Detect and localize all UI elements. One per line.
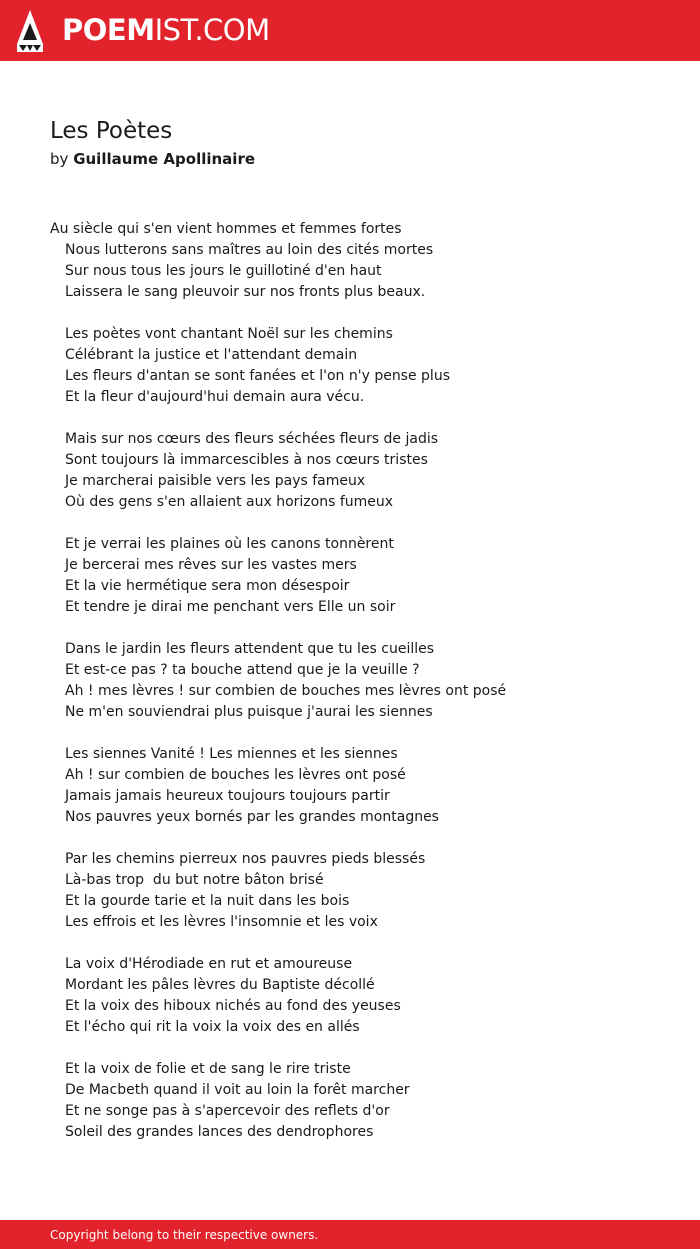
logo-bold-text: POEM: [62, 13, 155, 47]
stanza-gap: [50, 933, 680, 954]
poem-line: Là-bas trop du but notre bâton brisé: [65, 872, 324, 888]
pen-nib-logo-icon[interactable]: [17, 10, 43, 52]
poem-line: Mais sur nos cœurs des fleurs séchées fleurs de jadis: [65, 431, 439, 447]
poem-body: [50, 219, 680, 1143]
poem-line: Et la voix des hiboux nichés au fond des yeuses: [65, 998, 401, 1014]
poem-line: Ah ! sur combien de bouches les lèvres ont posé: [65, 767, 406, 783]
poem-line: Et ne songe pas à s'apercevoir des reflets d'or: [65, 1103, 390, 1119]
site-logo[interactable]: [62, 12, 270, 48]
poem-line: Les poètes vont chantant Noël sur les chemins: [65, 326, 393, 342]
stanza-gap: [50, 408, 680, 429]
stanza-gap: [50, 1038, 680, 1059]
stanza-gap: [50, 303, 680, 324]
poem-line: Et la fleur d'aujourd'hui demain aura vécu.: [65, 389, 365, 405]
poem-line: Et je verrai les plaines où les canons tonnèrent: [65, 536, 394, 552]
poem-line: De Macbeth quand il voit au loin la forêt marcher: [65, 1082, 410, 1098]
logo-light-text: IST.COM: [154, 13, 270, 47]
poem-line: Soleil des grandes lances des dendrophores: [65, 1124, 374, 1140]
poem-title: Les Poètes: [50, 118, 173, 144]
poem-line: Dans le jardin les fleurs attendent que tu les cueilles: [65, 641, 435, 657]
poem-line: Nous lutterons sans maîtres au loin des cités mortes: [65, 242, 434, 258]
by-label: by: [50, 150, 69, 168]
poem-line: Au siècle qui s'en vient hommes et femmes fortes: [50, 221, 402, 237]
author-name: Guillaume Apollinaire: [73, 150, 256, 168]
poem-line: Laissera le sang pleuvoir sur nos fronts plus beaux.: [65, 284, 426, 300]
poem-line: Les siennes Vanité ! Les miennes et les siennes: [65, 746, 398, 762]
poem-line: Sur nous tous les jours le guillotiné d'en haut: [65, 263, 382, 279]
stanza-gap: [50, 513, 680, 534]
poem-line: Mordant les pâles lèvres du Baptiste décollé: [65, 977, 375, 993]
stanza-gap: [50, 723, 680, 744]
poem-line: La voix d'Hérodiade en rut et amoureuse: [65, 956, 353, 972]
site-header: [0, 0, 700, 61]
poem-line: Par les chemins pierreux nos pauvres pieds blessés: [65, 851, 426, 867]
poem-line: Célébrant la justice et l'attendant demain: [65, 347, 358, 363]
byline: [50, 149, 255, 169]
poem-line: Je marcherai paisible vers les pays fameux: [65, 473, 366, 489]
poem-line: Jamais jamais heureux toujours toujours partir: [65, 788, 390, 804]
poem-line: Et tendre je dirai me penchant vers Elle un soir: [65, 599, 396, 615]
stanza-gap: [50, 618, 680, 639]
poem-line: Et est-ce pas ? ta bouche attend que je la veuille ?: [65, 662, 420, 678]
poem-line: Où des gens s'en allaient aux horizons fumeux: [65, 494, 394, 510]
stanza-gap: [50, 828, 680, 849]
poem-line: Et la gourde tarie et la nuit dans les bois: [65, 893, 350, 909]
poem-line: Les fleurs d'antan se sont fanées et l'on n'y pense plus: [65, 368, 450, 384]
poem-line: Nos pauvres yeux bornés par les grandes montagnes: [65, 809, 439, 825]
poem-line: Les effrois et les lèvres l'insomnie et les voix: [65, 914, 378, 930]
poem-line: Et la voix de folie et de sang le rire triste: [65, 1061, 351, 1077]
copyright-text: Copyright belong to their respective owners.: [50, 1228, 319, 1242]
poem-line: Ne m'en souviendrai plus puisque j'aurai les siennes: [65, 704, 433, 720]
site-footer: [0, 1220, 700, 1249]
poem-line: Je bercerai mes rêves sur les vastes mers: [65, 557, 357, 573]
poem-line: Ah ! mes lèvres ! sur combien de bouches mes lèvres ont posé: [65, 683, 507, 699]
poem-line: Sont toujours là immarcescibles à nos cœurs tristes: [65, 452, 428, 468]
poem-line: Et la vie hermétique sera mon désespoir: [65, 578, 350, 594]
poem-line: Et l'écho qui rit la voix la voix des en allés: [65, 1019, 360, 1035]
